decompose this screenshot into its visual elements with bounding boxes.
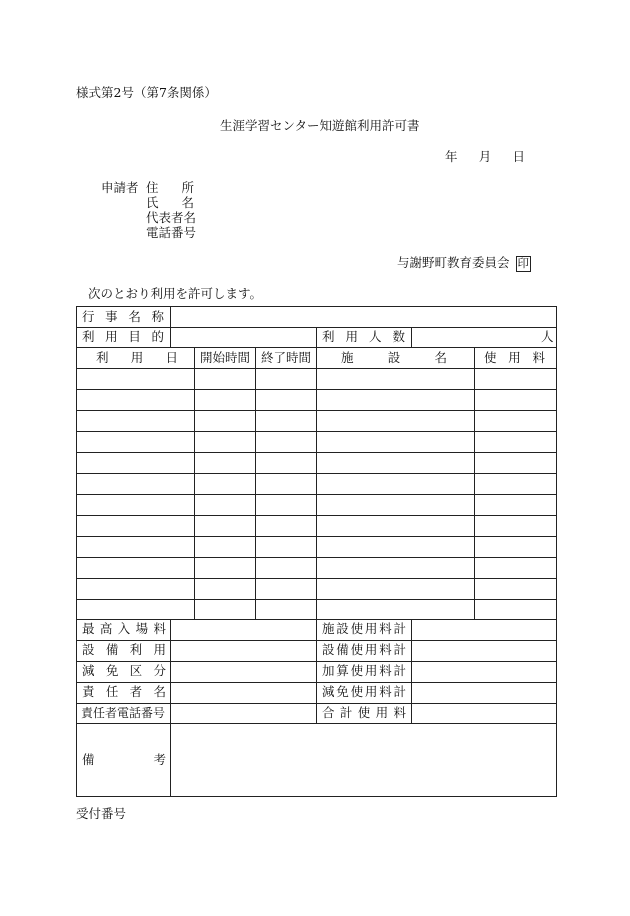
document-title: 生涯学習センター知遊館利用許可書: [220, 118, 420, 133]
label-char: 計: [393, 684, 406, 699]
label-char: 料: [379, 663, 392, 678]
label-char: 料: [379, 684, 392, 699]
surcharge-fee-total-label: [322, 665, 406, 678]
label-char: 入: [117, 621, 131, 636]
label-char: 最: [82, 621, 95, 636]
equipment-use-label: [82, 644, 166, 657]
seal-stamp: 印: [517, 256, 530, 270]
label-char: 高: [99, 621, 113, 636]
label-char: 合: [322, 705, 335, 720]
column-header-fee: [484, 352, 545, 365]
label-char: 任: [105, 684, 119, 699]
label-char: 用: [364, 663, 378, 678]
label-char: 区: [129, 663, 143, 678]
label-char: 備: [336, 642, 349, 657]
table-rule: [194, 347, 195, 619]
attendees-label: [322, 331, 405, 344]
form-number: 様式第2号（第7条関係）: [76, 85, 217, 100]
label-char: 料: [532, 350, 545, 365]
date-month-label: 月: [478, 149, 492, 164]
responsible-phone-label: 責任者電話番号: [81, 706, 166, 720]
receipt-number-label: 受付番号: [76, 806, 127, 821]
purpose-label: [82, 331, 164, 344]
attendees-unit: 人: [541, 329, 554, 344]
label-char: 加: [322, 663, 335, 678]
equipment-fee-total-label: [322, 644, 406, 657]
label-char: 用: [364, 621, 378, 636]
name-label-char: 氏: [146, 195, 159, 210]
label-char: 料: [393, 705, 406, 720]
responsible-person-label: [82, 686, 166, 699]
label-char: 減: [322, 684, 335, 699]
label-char: 設: [387, 350, 401, 365]
table-rule: [316, 347, 317, 619]
applicant-label: 申請者: [101, 180, 139, 195]
label-char: 料: [153, 621, 166, 636]
address-label-char: 住: [146, 180, 159, 195]
purpose-value[interactable]: [171, 328, 316, 347]
label-char: 使: [357, 705, 371, 720]
label-char: 用: [375, 705, 389, 720]
label-char: 考: [153, 752, 166, 767]
label-char: 施: [322, 621, 335, 636]
address-label: [146, 182, 194, 195]
label-char: 用: [345, 329, 358, 344]
label-char: 名: [434, 350, 447, 365]
label-char: 使: [350, 642, 364, 657]
label-char: 使: [350, 621, 364, 636]
label-char: 分: [153, 663, 166, 678]
issuer-name: 与謝野町教育委員会: [397, 255, 510, 270]
label-char: 備: [105, 642, 119, 657]
label-char: 用: [364, 684, 378, 699]
event-name-value[interactable]: [171, 307, 556, 327]
date-line: [445, 151, 525, 164]
label-char: 計: [339, 705, 353, 720]
remarks-label: [82, 754, 166, 767]
label-char: 設: [336, 621, 349, 636]
label-char: 備: [82, 752, 95, 767]
date-year-label: 年: [445, 149, 458, 164]
phone-label: 電話番号: [146, 225, 197, 240]
label-char: 用: [130, 350, 144, 365]
label-char: 称: [151, 309, 164, 324]
label-char: 算: [336, 663, 349, 678]
label-char: 使: [350, 684, 364, 699]
label-char: 免: [105, 663, 119, 678]
label-char: 計: [393, 663, 406, 678]
issuer: [397, 256, 531, 272]
label-char: 設: [82, 642, 95, 657]
table-rule: [411, 619, 412, 723]
table-rule: [255, 347, 256, 619]
total-fee-label: [322, 707, 406, 720]
remarks-value[interactable]: [171, 724, 556, 796]
exemption-category-label: [82, 665, 166, 678]
name-label: [146, 197, 194, 210]
label-char: 減: [82, 663, 95, 678]
max-admission-label: [82, 623, 166, 636]
label-char: 用: [508, 350, 521, 365]
label-char: 施: [341, 350, 354, 365]
label-char: 責: [82, 684, 95, 699]
label-char: 目: [128, 329, 141, 344]
label-char: 計: [393, 621, 406, 636]
column-header-facility: [341, 352, 447, 365]
label-char: 用: [364, 642, 378, 657]
label-char: 使: [350, 663, 364, 678]
table-rule: [316, 619, 317, 723]
label-char: 名: [153, 684, 166, 699]
label-char: 事: [105, 309, 118, 324]
label-char: 用: [105, 329, 118, 344]
label-char: 利: [96, 350, 109, 365]
label-char: 行: [82, 309, 95, 324]
label-char: 者: [129, 684, 143, 699]
label-char: 的: [151, 329, 164, 344]
address-label-char: 所: [181, 180, 194, 195]
label-char: 利: [82, 329, 95, 344]
date-day-label: 日: [512, 149, 525, 164]
event-name-label: [82, 311, 164, 324]
column-header-end-time: 終了時間: [261, 350, 312, 365]
table-rule: [316, 327, 317, 347]
label-char: 免: [336, 684, 349, 699]
label-char: 料: [379, 621, 392, 636]
label-char: 料: [379, 642, 392, 657]
label-char: 設: [322, 642, 335, 657]
label-char: 用: [153, 642, 166, 657]
label-char: 日: [165, 350, 178, 365]
exemption-fee-total-label: [322, 686, 406, 699]
attendees-value[interactable]: [412, 328, 536, 347]
representative-label: 代表者名: [146, 210, 197, 225]
intro-text: 次のとおり利用を許可します。: [88, 286, 263, 301]
column-header-date: [96, 352, 178, 365]
label-char: 計: [393, 642, 406, 657]
label-char: 人: [368, 329, 382, 344]
label-char: 利: [322, 329, 335, 344]
column-header-start-time: 開始時間: [200, 350, 251, 365]
label-char: 場: [135, 621, 149, 636]
label-char: 名: [128, 309, 141, 324]
facility-fee-total-label: [322, 623, 406, 636]
label-char: 使: [484, 350, 497, 365]
table-rule: [474, 347, 475, 619]
label-char: 数: [392, 329, 405, 344]
label-char: 利: [129, 642, 143, 657]
name-label-char: 名: [181, 195, 194, 210]
